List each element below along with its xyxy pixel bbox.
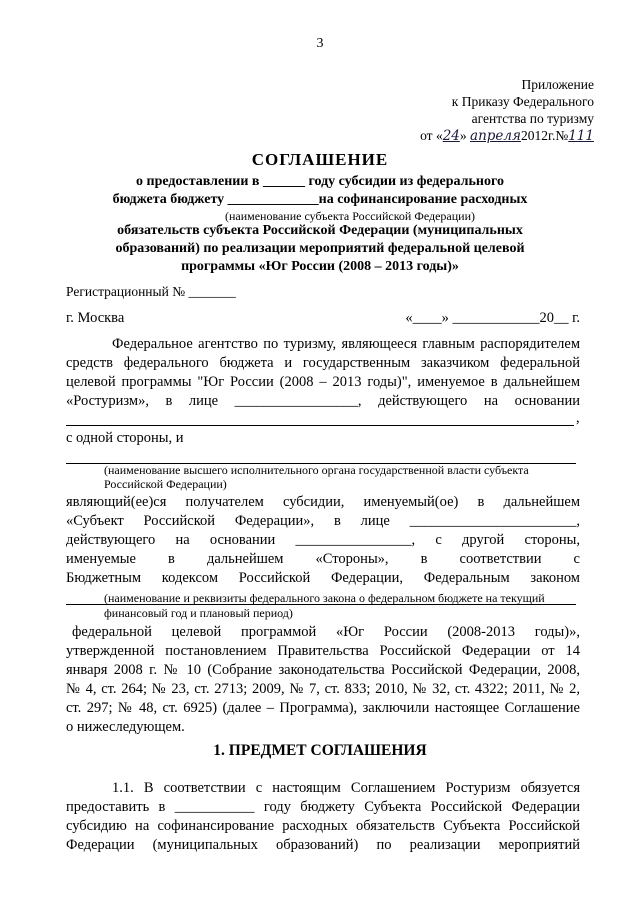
note-line: (наименование и реквизиты федерального закона о федеральном бюджете на текущий xyxy=(104,591,545,605)
date-mid: » xyxy=(459,128,471,143)
subtitle-line: бюджета бюджету _____________на софинансирование расходных xyxy=(112,192,528,207)
date-prefix: от « xyxy=(420,128,443,143)
section-heading: 1. ПРЕДМЕТ СОГЛАШЕНИЯ xyxy=(213,742,427,759)
page-number: 3 xyxy=(316,36,324,51)
program-line: ст. 297; № 48, ст. 6925) (далее – Программа), заключили настоящее Соглашение xyxy=(66,700,580,716)
program-line: федеральной целевой программой «Юг России (2008-2013 годы)», xyxy=(72,624,580,640)
program-line: утвержденной постановлением Правительства Российской Федерации от 14 xyxy=(66,643,580,659)
subtitle-line: образований) по реализации мероприятий федеральной целевой xyxy=(115,241,525,256)
appendix-block xyxy=(420,76,594,145)
program-line: января 2008 г. № 10 (Собрание законодательства Российской Федерации, 2008, xyxy=(66,662,580,678)
appendix-date xyxy=(420,127,594,145)
registration-number: Регистрационный № _______ xyxy=(66,284,236,299)
party-line: являющий(ее)ся получателем субсидии, именуемый(ое) в дальнейшем xyxy=(66,494,580,510)
program-line: о нижеследующем. xyxy=(66,719,185,735)
subtitle-line: о предоставлении в ______ году субсидии из федерального xyxy=(136,174,504,189)
appendix-line: Приложение xyxy=(521,77,594,92)
subtitle-note: (наименование субъекта Российской Федерации) xyxy=(224,209,476,223)
city: г. Москва xyxy=(66,310,125,326)
party-line: именуемые в дальнейшем «Стороны», в соответствии с xyxy=(66,551,580,567)
intro-line: средств федерального бюджета и государственным заказчиком федеральной xyxy=(66,355,580,371)
section-line: субсидию на софинансирование расходных обязательств Субъекта Российской xyxy=(66,818,580,834)
date-blank: «____» ____________20__ г. xyxy=(405,310,580,326)
appendix-line: агентства по туризму xyxy=(471,111,594,126)
intro-line: Федеральное агентство по туризму, являющееся главным распорядителем xyxy=(112,336,580,352)
intro-line-end: , xyxy=(576,410,580,426)
program-line: № 4, ст. 264; № 23, ст. 2713; 2009, № 7, ст. 833; 2010, № 32, ст. 4322; 2011, № 2, xyxy=(66,681,580,697)
party-line: действующего на основании ________________, с другой стороны, xyxy=(66,532,580,548)
handwritten-order-number: 111 xyxy=(568,128,594,144)
handwritten-day: 24 xyxy=(442,128,460,144)
note-line: (наименование высшего исполнительного органа государственной власти субъекта xyxy=(104,463,529,477)
subtitle-line: обязательств субъекта Российской Федерации (муниципальных xyxy=(117,223,523,238)
handwritten-month: апреля xyxy=(470,128,521,144)
subtitle-line: программы «Юг России (2008 – 2013 годы)» xyxy=(181,259,459,274)
section-line: Федерации (муниципальных образований) по реализации мероприятий xyxy=(66,837,580,853)
note-line: финансовый год и плановый период) xyxy=(104,606,293,620)
document-title: СОГЛАШЕНИЕ xyxy=(251,150,389,169)
intro-line: «Ростуризм», в лице _________________, действующего на основании xyxy=(66,393,580,409)
intro-line: целевой программы "Юг России (2008 – 2013 годы)", именуемое в дальнейшем xyxy=(66,374,580,390)
party-line: Бюджетным кодексом Российской Федерации, Федеральным законом xyxy=(66,570,580,586)
date-year: 2012г.№ xyxy=(520,128,569,143)
section-line: 1.1. В соответствии с настоящим Соглашением Ростуризм обязуется xyxy=(112,780,580,796)
section-line: предоставить в ___________ году бюджету Субъекта Российской Федерации xyxy=(66,799,580,815)
party-line: «Субъект Российской Федерации», в лице _______________________, xyxy=(66,513,580,529)
note-line: Российской Федерации) xyxy=(104,477,227,491)
appendix-line: к Приказу Федерального xyxy=(451,94,594,109)
blank-rule xyxy=(66,425,574,426)
intro-line: с одной стороны, и xyxy=(66,430,184,446)
